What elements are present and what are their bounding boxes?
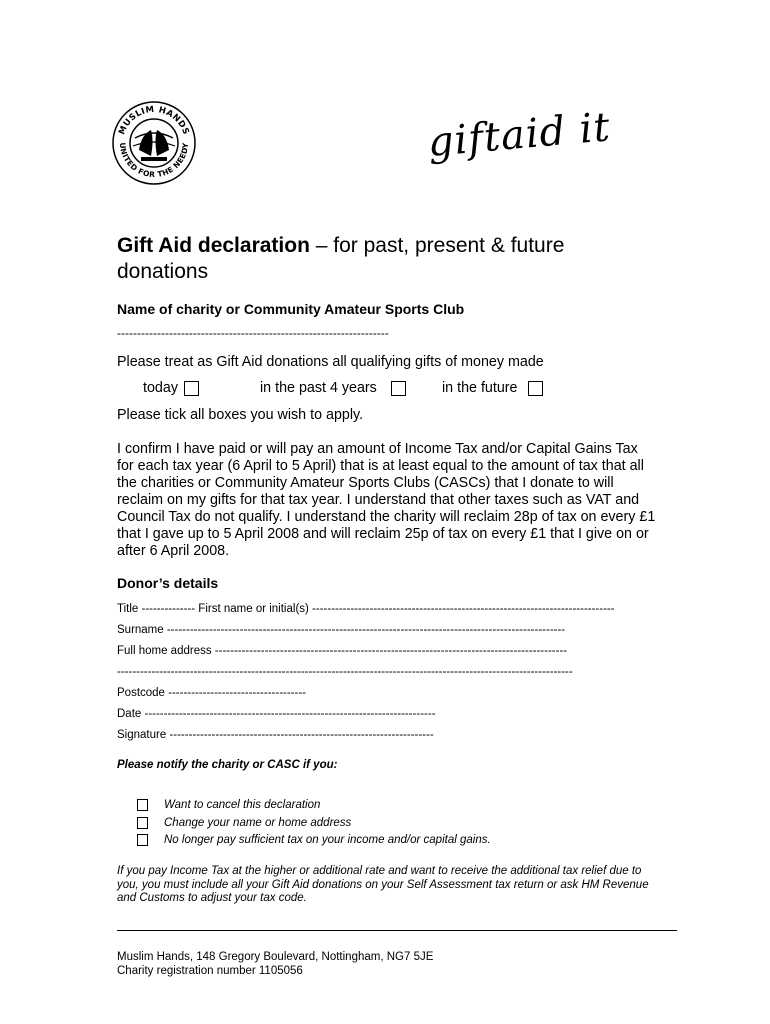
bullet-box-icon [137, 799, 148, 811]
footer [117, 950, 433, 978]
title-bold: Gift Aid declaration [117, 234, 310, 257]
surname-field[interactable]: Surname -------------------------------------------------------------------------------------------------------- [117, 624, 566, 636]
svg-text:MUSLIM HANDS [117, 105, 191, 137]
footer-divider [117, 930, 677, 931]
page-title [117, 233, 657, 285]
notify-item [137, 817, 351, 829]
address-field[interactable]: Full home address -------------------------------------------------------------------------------------------- [117, 645, 568, 657]
giftaid-it-logo: giftaid it [425, 104, 613, 166]
checkbox-past-4-years[interactable] [391, 381, 406, 396]
notify-item [137, 799, 320, 811]
signature-field[interactable]: Signature --------------------------------------------------------------------- [117, 729, 434, 741]
notify-item-text: No longer pay sufficient tax on your income and/or capital gains. [164, 834, 491, 846]
option-past-4-years [260, 380, 406, 396]
charity-name-field[interactable]: -------------------------------------------------------------------- [117, 326, 389, 340]
checkbox-future[interactable] [528, 381, 543, 396]
treat-text: Please treat as Gift Aid donations all qualifying gifts of money made [117, 354, 544, 370]
footer-address: Muslim Hands, 148 Gregory Boulevard, Nottingham, NG7 5JE [117, 951, 434, 963]
option-past-label: in the past 4 years [260, 380, 377, 396]
footer-registration: Charity registration number 1105056 [117, 965, 303, 977]
notify-item [137, 834, 491, 846]
notify-item-text: Want to cancel this declaration [164, 799, 321, 811]
bullet-box-icon [137, 834, 148, 846]
notify-item-text: Change your name or home address [164, 817, 352, 829]
address-field-line-2[interactable]: ----------------------------------------------------------------------------------------------------------------------- [117, 666, 573, 678]
donor-details-heading: Donor’s details [117, 575, 219, 591]
confirmation-paragraph: I confirm I have paid or will pay an amount of Income Tax and/or Capital Gains Tax for each tax year (6 April to 5 April) that is at least equal to the amount of tax that all the charities or Community Amateur Sports Clubs (CASCs) that I donate to will reclaim on my gifts for that tax year. I understand that other taxes such as VAT and Council Tax do not qualify. I understand the charity will reclaim 28p of tax on every £1 that I gave up to 5 April 2008 and will reclaim 25p of tax on every £1 that I give on or after 6 April 2008. [117, 441, 656, 559]
bullet-box-icon [137, 817, 148, 829]
logo-bottom-text: UNITED FOR THE NEEDY [117, 142, 191, 180]
option-today-label: today [143, 380, 178, 396]
checkbox-today[interactable] [184, 381, 199, 396]
title-name-field[interactable]: Title -------------- First name or initial(s) ------------------------------------------------------------------------------- [117, 603, 615, 615]
option-future-label: in the future [442, 380, 518, 396]
date-field[interactable]: Date ---------------------------------------------------------------------------- [117, 708, 436, 720]
postcode-field[interactable]: Postcode ------------------------------------ [117, 687, 307, 699]
notify-heading: Please notify the charity or CASC if you: [117, 759, 338, 771]
muslim-hands-emblem-icon [111, 100, 197, 186]
option-future [442, 380, 543, 396]
logo-top-text: MUSLIM HANDS [117, 104, 191, 137]
tick-all-text: Please tick all boxes you wish to apply. [117, 407, 364, 423]
charity-heading: Name of charity or Community Amateur Sports Club [117, 301, 465, 317]
muslim-hands-logo [111, 100, 197, 186]
higher-rate-note: If you pay Income Tax at the higher or additional rate and want to receive the additional tax relief due to you, you must include all your Gift Aid donations on your Self Assessment tax return or ask HM Revenue and Customs to adjust your tax code. [117, 865, 649, 904]
title-rest: – for past, present & future donations [117, 234, 565, 283]
option-today [143, 380, 199, 396]
